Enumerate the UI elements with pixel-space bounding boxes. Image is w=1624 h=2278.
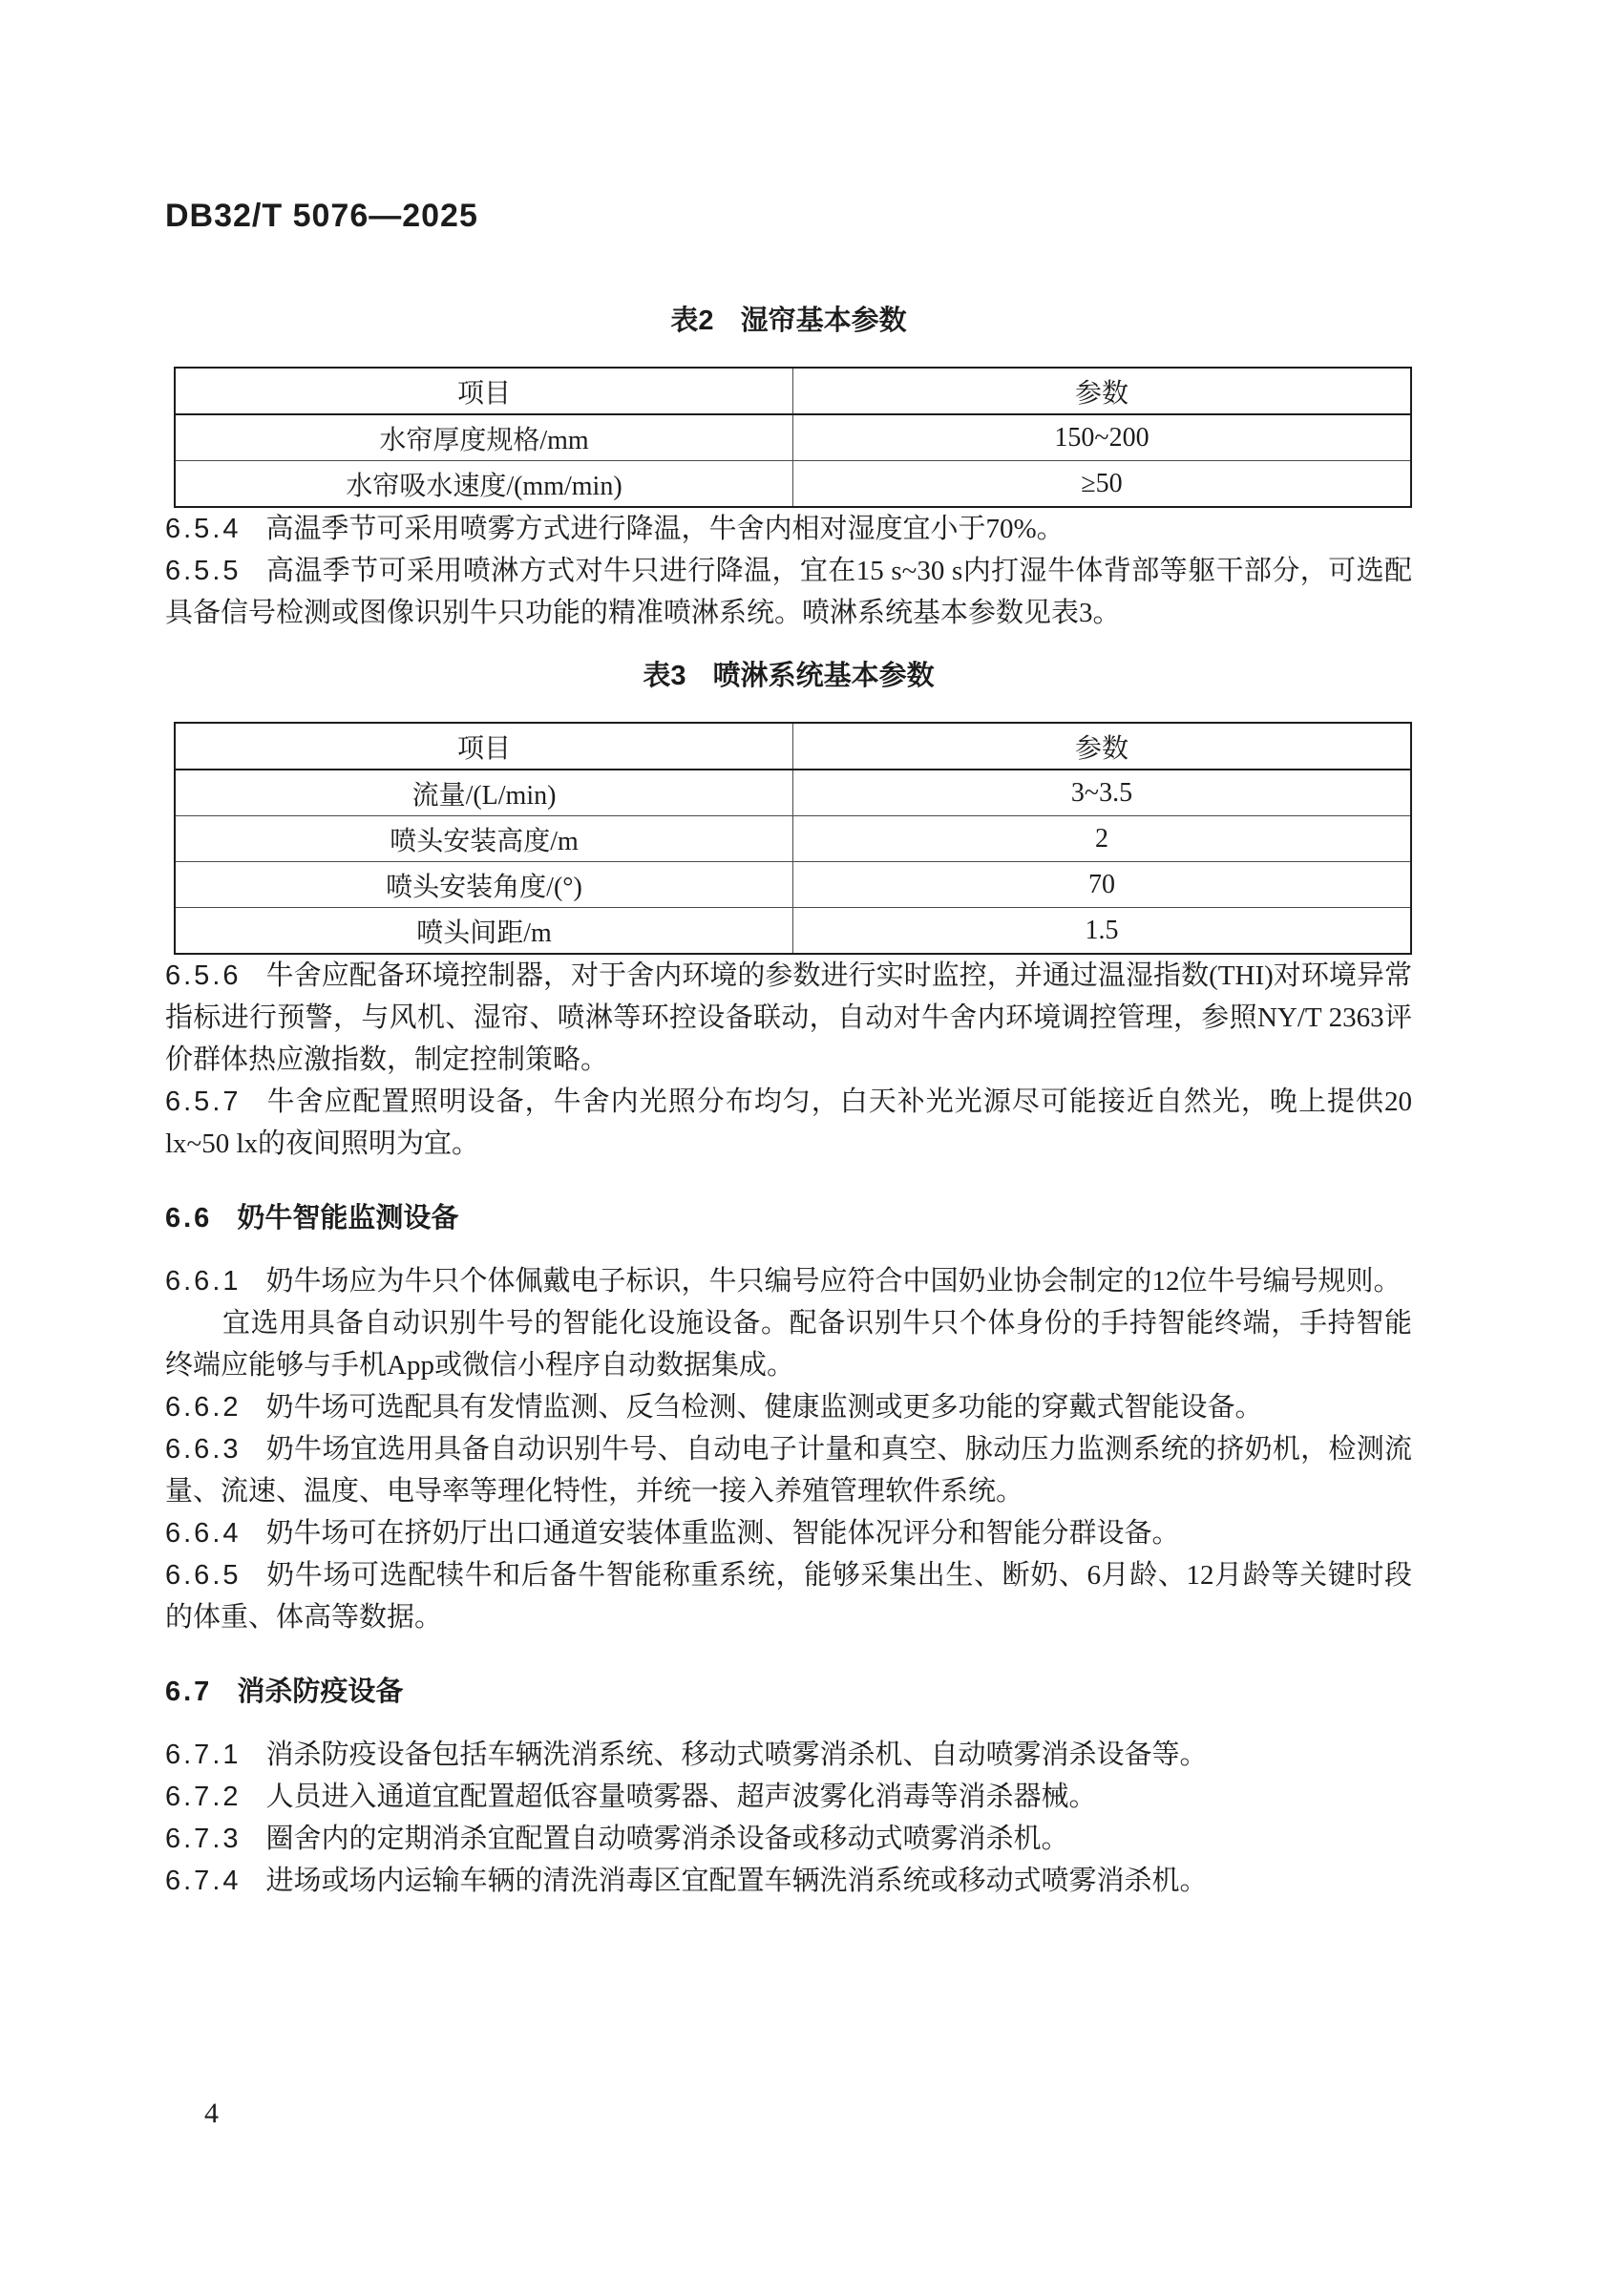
- heading-6-7: [165, 1671, 1412, 1713]
- table-row: [175, 461, 1411, 508]
- sections-body: [165, 955, 1412, 1902]
- table-row: [175, 816, 1411, 862]
- clause-6-6-1: [165, 1260, 1412, 1302]
- table3-row2-param: 70: [793, 862, 1412, 908]
- clause-text: 进场或场内运输车辆的清洗消毒区宜配置车辆洗消系统或移动式喷雾消杀机。: [265, 1866, 1208, 1896]
- table3-row0-param: 3~3.5: [793, 770, 1412, 816]
- table-row: [175, 770, 1411, 816]
- table-row: [175, 862, 1411, 908]
- clause-number: 6.6.3: [165, 1434, 242, 1465]
- table2-row0-param: 150~200: [793, 414, 1412, 461]
- heading-number: 6.7: [165, 1677, 213, 1707]
- clause-6-7-1: [165, 1734, 1412, 1776]
- clause-text: 高温季节可采用喷雾方式进行降温，牛舍内相对湿度宜小于70%。: [265, 514, 1065, 544]
- heading-title: 消杀防疫设备: [237, 1677, 404, 1707]
- clause-text: 奶牛场应为牛只个体佩戴电子标识，牛只编号应符合中国奶业协会制定的12位牛号编号规则。: [265, 1266, 1402, 1297]
- clause-number: 6.6.1: [165, 1266, 242, 1297]
- table-header-row: [175, 368, 1411, 414]
- page-content: [165, 0, 1412, 1902]
- table3-col-param: 参数: [793, 723, 1412, 770]
- clause-number: 6.5.7: [165, 1086, 242, 1117]
- table2-row1-param: ≥50: [793, 461, 1412, 508]
- clause-number: 6.6.5: [165, 1560, 242, 1591]
- clause-text: 奶牛场宜选用具备自动识别牛号、自动电子计量和真空、脉动压力监测系统的挤奶机，检测流量、流速、温度、电导率等理化特性，并统一接入养殖管理软件系统。: [165, 1434, 1412, 1507]
- table2-title: 湿帘基本参数: [740, 306, 907, 336]
- table3-row0-item: 流量/(L/min): [175, 770, 793, 816]
- table2-label: 表2: [670, 306, 714, 336]
- clause-number: 6.7.1: [165, 1740, 242, 1770]
- table2-col-item: 项目: [175, 368, 793, 414]
- table-row: [175, 908, 1411, 955]
- clause-number: 6.7.2: [165, 1782, 242, 1812]
- table2-row0-item: 水帘厚度规格/mm: [175, 414, 793, 461]
- clause-6-6-2: [165, 1386, 1412, 1428]
- page-number: 4: [204, 2098, 219, 2129]
- table3-row1-item: 喷头安装高度/m: [175, 816, 793, 862]
- clause-number: 6.5.5: [165, 556, 242, 586]
- table3-caption: [165, 657, 1412, 695]
- table3-row2-item: 喷头安装角度/(°): [175, 862, 793, 908]
- table2-col-param: 参数: [793, 368, 1412, 414]
- clause-text: 高温季节可采用喷淋方式对牛只进行降温，宜在15 s~30 s内打湿牛体背部等躯干部分，可选配具备信号检测或图像识别牛只功能的精准喷淋系统。喷淋系统基本参数见表3。: [165, 556, 1412, 628]
- table3-col-item: 项目: [175, 723, 793, 770]
- clause-number: 6.5.4: [165, 514, 242, 544]
- clause-6-5-4: [165, 508, 1412, 550]
- clause-text: 奶牛场可选配犊牛和后备牛智能称重系统，能够采集出生、断奶、6月龄、12月龄等关键时段的体重、体高等数据。: [165, 1560, 1412, 1633]
- table3-sprinkler-params: [174, 722, 1412, 955]
- clause-text: 人员进入通道宜配置超低容量喷雾器、超声波雾化消毒等消杀器械。: [265, 1782, 1097, 1812]
- clause-6-5-5: [165, 550, 1412, 634]
- table3-label: 表3: [643, 661, 686, 691]
- clause-6-6-3: [165, 1428, 1412, 1512]
- clause-text: 牛舍应配置照明设备，牛舍内光照分布均匀，白天补光光源尽可能接近自然光，晚上提供20 lx~50 lx的夜间照明为宜。: [165, 1086, 1412, 1159]
- table-header-row: [175, 723, 1411, 770]
- clause-text: 圈舍内的定期消杀宜配置自动喷雾消杀设备或移动式喷雾消杀机。: [265, 1824, 1069, 1854]
- clause-6-6-1-continued: 宜选用具备自动识别牛号的智能化设施设备。配备识别牛只个体身份的手持智能终端，手持智能终端应能够与手机App或微信小程序自动数据集成。: [165, 1308, 1412, 1381]
- section-65-body: [165, 508, 1412, 634]
- heading-title: 奶牛智能监测设备: [237, 1203, 459, 1234]
- table3-row3-param: 1.5: [793, 908, 1412, 955]
- table2-wet-curtain-params: [174, 367, 1412, 508]
- standard-code-header: DB32/T 5076—2025: [165, 198, 478, 234]
- table3-row3-item: 喷头间距/m: [175, 908, 793, 955]
- clause-6-6-4: [165, 1512, 1412, 1554]
- table2-caption: [165, 302, 1412, 340]
- table3-title: 喷淋系统基本参数: [712, 661, 935, 691]
- clause-6-7-4: [165, 1860, 1412, 1902]
- clause-6-7-2: [165, 1776, 1412, 1818]
- clause-number: 6.6.2: [165, 1392, 242, 1423]
- table-row: [175, 414, 1411, 461]
- clause-text: 消杀防疫设备包括车辆洗消系统、移动式喷雾消杀机、自动喷雾消杀设备等。: [265, 1740, 1208, 1770]
- clause-6-5-7: [165, 1081, 1412, 1165]
- clause-6-7-3: [165, 1818, 1412, 1860]
- clause-text: 奶牛场可在挤奶厅出口通道安装体重监测、智能体况评分和智能分群设备。: [265, 1518, 1180, 1549]
- clause-text: 奶牛场可选配具有发情监测、反刍检测、健康监测或更多功能的穿戴式智能设备。: [265, 1392, 1263, 1423]
- clause-number: 6.5.6: [165, 960, 242, 991]
- table3-row1-param: 2: [793, 816, 1412, 862]
- clause-6-5-6: [165, 955, 1412, 1081]
- heading-number: 6.6: [165, 1203, 213, 1234]
- heading-6-6: [165, 1197, 1412, 1239]
- clause-text: 牛舍应配备环境控制器，对于舍内环境的参数进行实时监控，并通过温湿指数(THI)对环境异常指标进行预警，与风机、湿帘、喷淋等环控设备联动，自动对牛舍内环境调控管理，参照NY/T 2363评价群体热应激指数，制定控制策略。: [165, 960, 1412, 1075]
- clause-number: 6.6.4: [165, 1518, 242, 1549]
- clause-6-6-5: [165, 1554, 1412, 1638]
- clause-number: 6.7.3: [165, 1824, 242, 1854]
- table2-row1-item: 水帘吸水速度/(mm/min): [175, 461, 793, 508]
- clause-number: 6.7.4: [165, 1866, 242, 1896]
